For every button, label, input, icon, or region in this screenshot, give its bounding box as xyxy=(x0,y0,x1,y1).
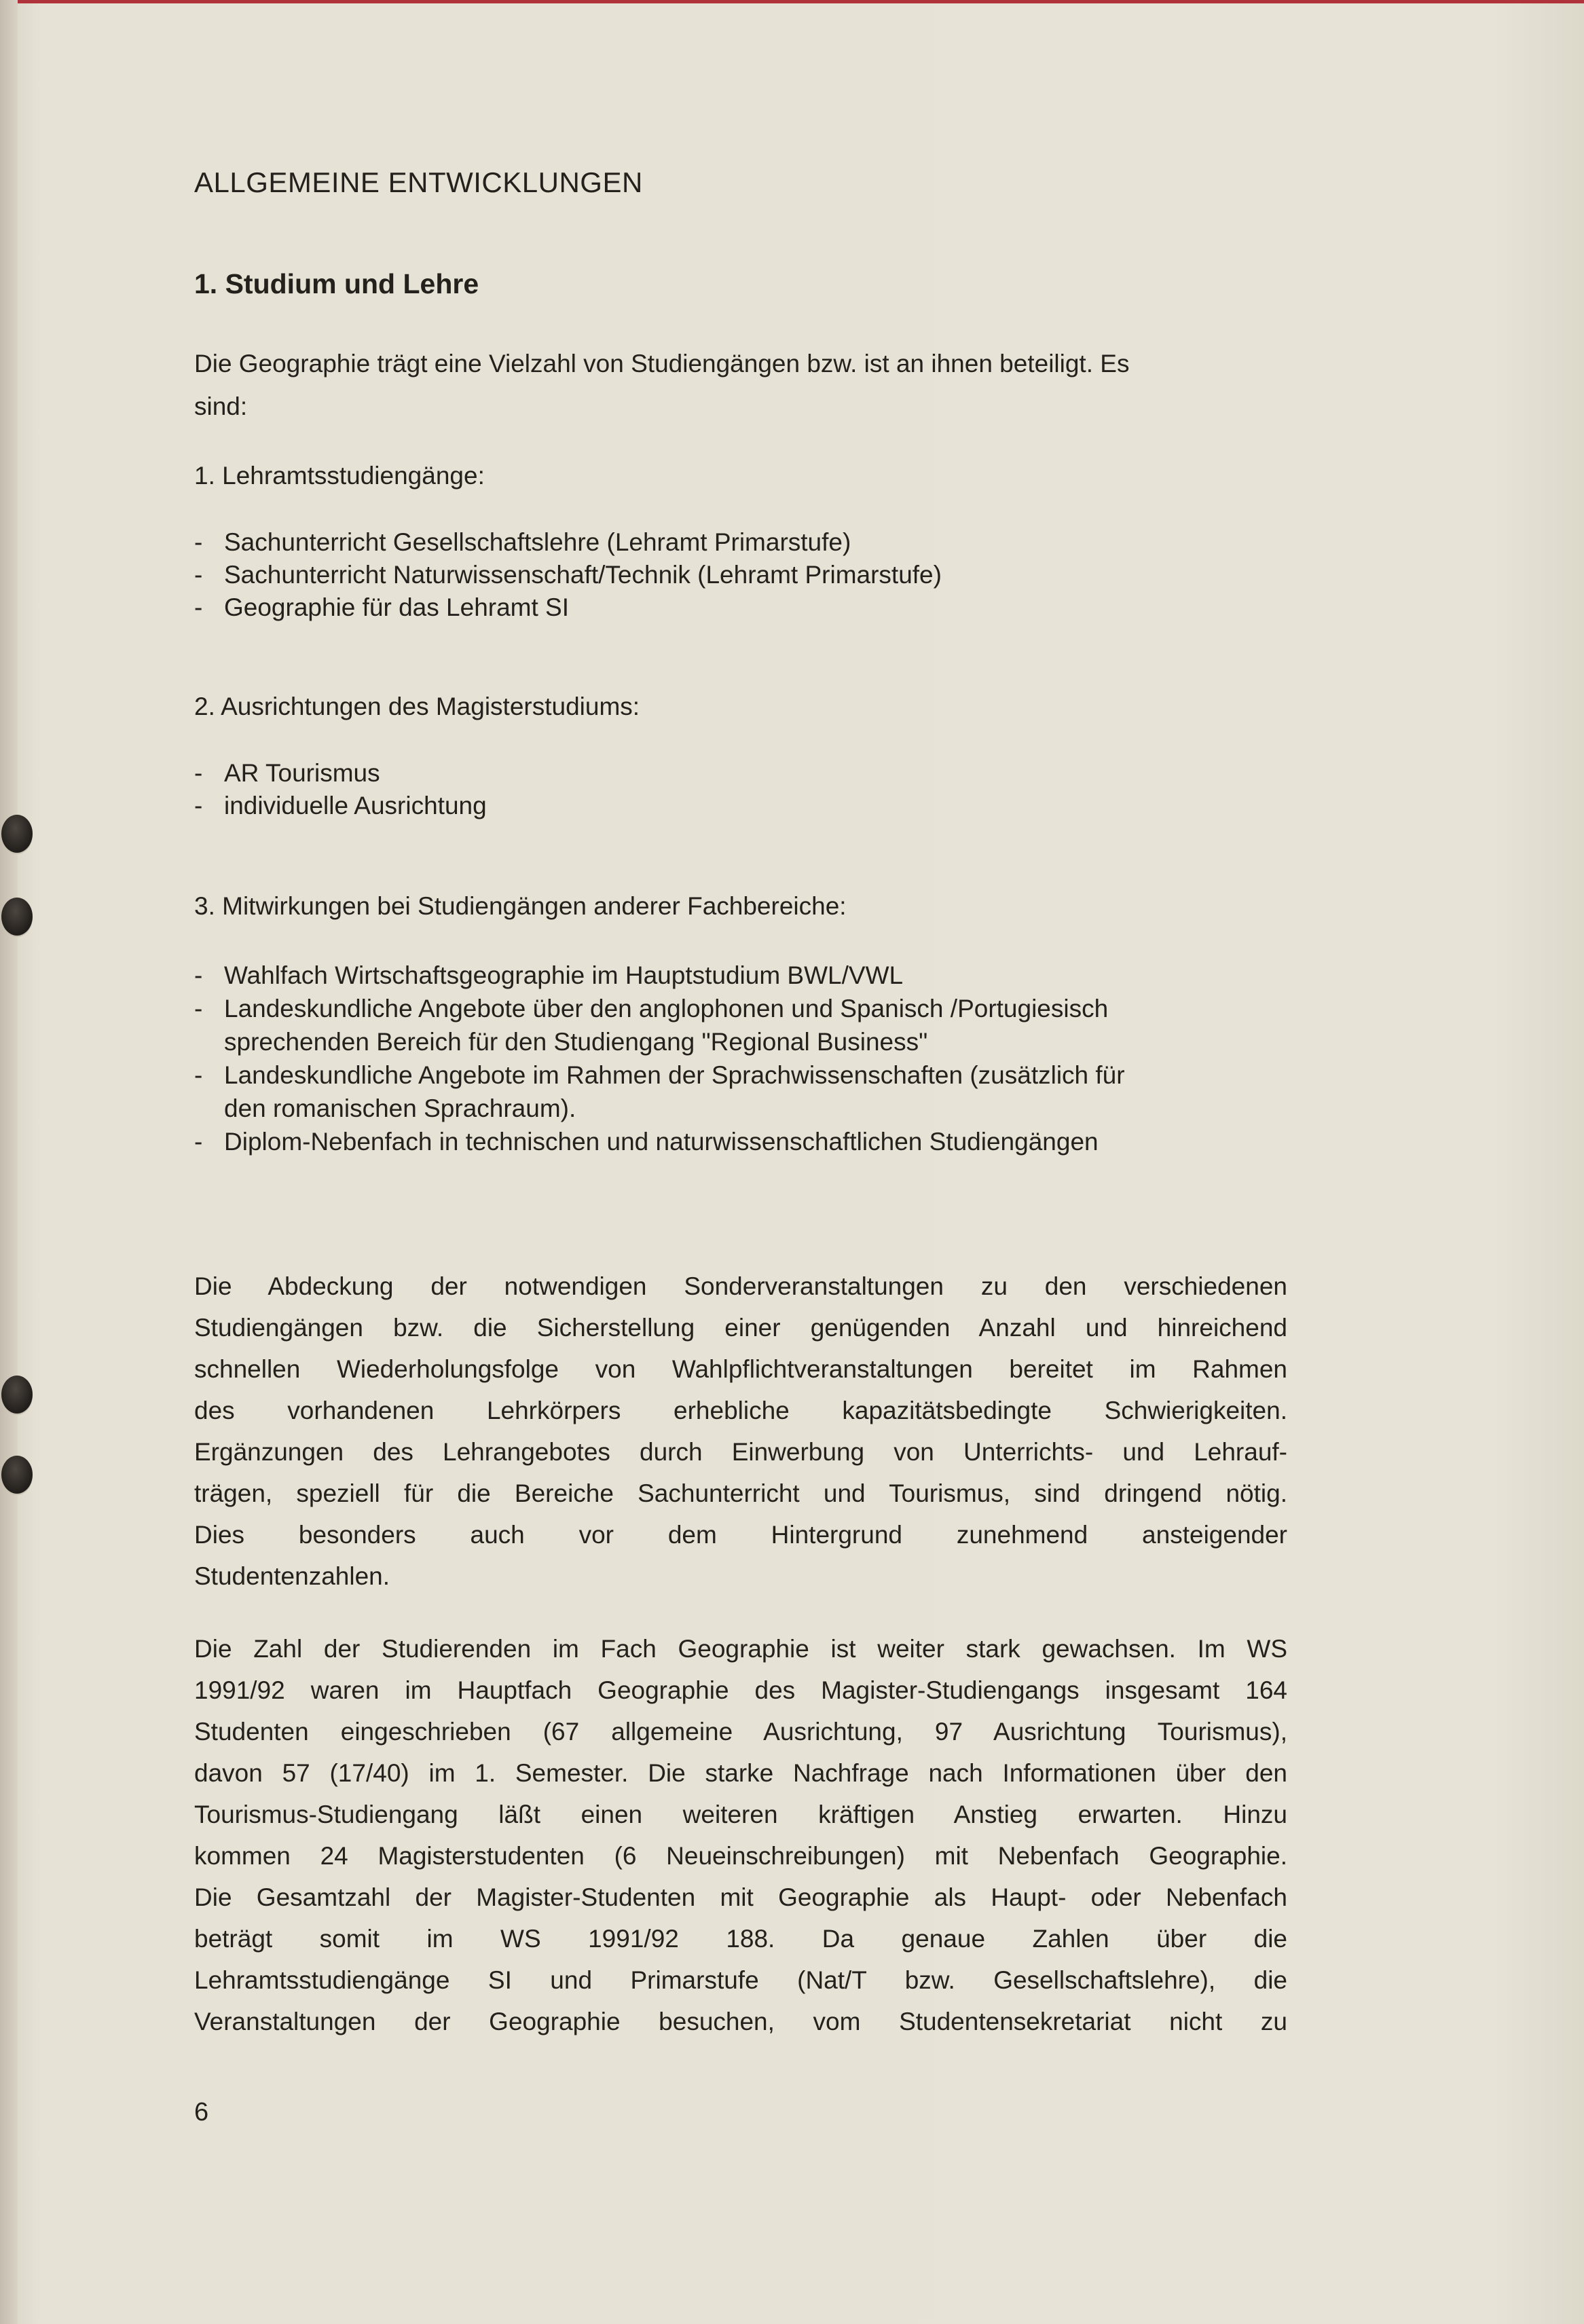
paragraph-line: Veranstaltungen der Geographie besuchen, vom Studentensekretariat nicht zu xyxy=(194,2008,1287,2035)
bullet-dash: - xyxy=(194,1061,203,1089)
paragraph-line: des vorhandenen Lehrkörpers erhebliche kapazitätsbedingte Schwierigkeiten. xyxy=(194,1397,1287,1424)
paragraph-line: 1991/92 waren im Hauptfach Geographie des Magister-Studiengangs insgesamt 164 xyxy=(194,1676,1287,1704)
paragraph-line: Studenten eingeschrieben (67 allgemeine Ausrichtung, 97 Ausrichtung Tourismus), xyxy=(194,1718,1287,1746)
bullet-dash: - xyxy=(194,1128,203,1156)
punch-hole xyxy=(1,1376,33,1414)
list-item-text: individuelle Ausrichtung xyxy=(224,792,487,819)
list-item-text: Wahlfach Wirtschaftsgeographie im Hauptstudium BWL/VWL xyxy=(224,961,904,989)
list-item-text: den romanischen Sprachraum). xyxy=(224,1094,576,1122)
paragraph-line: Die Zahl der Studierenden im Fach Geographie ist weiter stark gewachsen. Im WS xyxy=(194,1635,1287,1663)
list-item-text: Geographie für das Lehramt SI xyxy=(224,593,570,621)
group-title-lehramt: 1. Lehramtsstudiengänge: xyxy=(194,462,485,490)
bullet-dash: - xyxy=(194,995,203,1022)
list-item-text: Landeskundliche Angebote über den anglophonen und Spanisch /Portugiesisch xyxy=(224,995,1109,1022)
list-item-text: sprechenden Bereich für den Studiengang "Regional Business" xyxy=(224,1028,928,1056)
page-top-edge xyxy=(0,0,1584,3)
paragraph-line: kommen 24 Magisterstudenten (6 Neueinschreibungen) mit Nebenfach Geographie. xyxy=(194,1842,1287,1870)
paragraph-line: Die Gesamtzahl der Magister-Studenten mit Geographie als Haupt- oder Nebenfach xyxy=(194,1883,1287,1911)
group-title-magister: 2. Ausrichtungen des Magisterstudiums: xyxy=(194,693,640,720)
punch-hole xyxy=(1,815,33,853)
punch-hole xyxy=(1,1456,33,1494)
page-number: 6 xyxy=(194,2098,209,2126)
intro-line: Die Geographie trägt eine Vielzahl von Studiengängen bzw. ist an ihnen beteiligt. Es xyxy=(194,350,1130,377)
list-item-text: Diplom-Nebenfach in technischen und naturwissenschaftlichen Studiengängen xyxy=(224,1128,1099,1156)
paragraph-line: davon 57 (17/40) im 1. Semester. Die starke Nachfrage nach Informationen über den xyxy=(194,1759,1287,1787)
list-item-text: Landeskundliche Angebote im Rahmen der Sprachwissenschaften (zusätzlich für xyxy=(224,1061,1125,1089)
paragraph-line: Studiengängen bzw. die Sicherstellung einer genügenden Anzahl und hinreichend xyxy=(194,1314,1287,1342)
paragraph-line: Ergänzungen des Lehrangebotes durch Einwerbung von Unterrichts- und Lehrauf- xyxy=(194,1438,1287,1466)
paragraph-line: Dies besonders auch vor dem Hintergrund zunehmend ansteigender xyxy=(194,1521,1287,1549)
paragraph-line: Tourismus-Studiengang läßt einen weiteren kräftigen Anstieg erwarten. Hinzu xyxy=(194,1801,1287,1828)
paragraph-line: Studentenzahlen. xyxy=(194,1562,390,1590)
punch-hole xyxy=(1,898,33,936)
bullet-dash: - xyxy=(194,528,203,556)
paragraph-line: schnellen Wiederholungsfolge von Wahlpflichtveranstaltungen bereitet im Rahmen xyxy=(194,1355,1287,1383)
group-title-mitwirkungen: 3. Mitwirkungen bei Studiengängen anderer Fachbereiche: xyxy=(194,892,847,920)
bullet-dash: - xyxy=(194,561,203,589)
list-item-text: AR Tourismus xyxy=(224,759,380,787)
paragraph-line: Die Abdeckung der notwendigen Sonderveranstaltungen zu den verschiedenen xyxy=(194,1272,1287,1300)
intro-line: sind: xyxy=(194,392,248,420)
bullet-dash: - xyxy=(194,961,203,989)
paragraph-line: trägen, speziell für die Bereiche Sachunterricht und Tourismus, sind dringend nötig. xyxy=(194,1479,1287,1507)
paragraph-line: Lehramtsstudiengänge SI und Primarstufe (Nat/T bzw. Gesellschaftslehre), die xyxy=(194,1966,1287,1994)
bullet-dash: - xyxy=(194,792,203,819)
bullet-dash: - xyxy=(194,593,203,621)
list-item-text: Sachunterricht Gesellschaftslehre (Lehramt Primarstufe) xyxy=(224,528,851,556)
list-item-text: Sachunterricht Naturwissenschaft/Technik (Lehramt Primarstufe) xyxy=(224,561,942,589)
bullet-dash: - xyxy=(194,759,203,787)
page-heading: ALLGEMEINE ENTWICKLUNGEN xyxy=(194,166,643,198)
binding-edge xyxy=(0,0,18,2324)
section-title: 1. Studium und Lehre xyxy=(194,268,479,299)
paragraph-line: beträgt somit im WS 1991/92 188. Da genaue Zahlen über die xyxy=(194,1925,1287,1953)
